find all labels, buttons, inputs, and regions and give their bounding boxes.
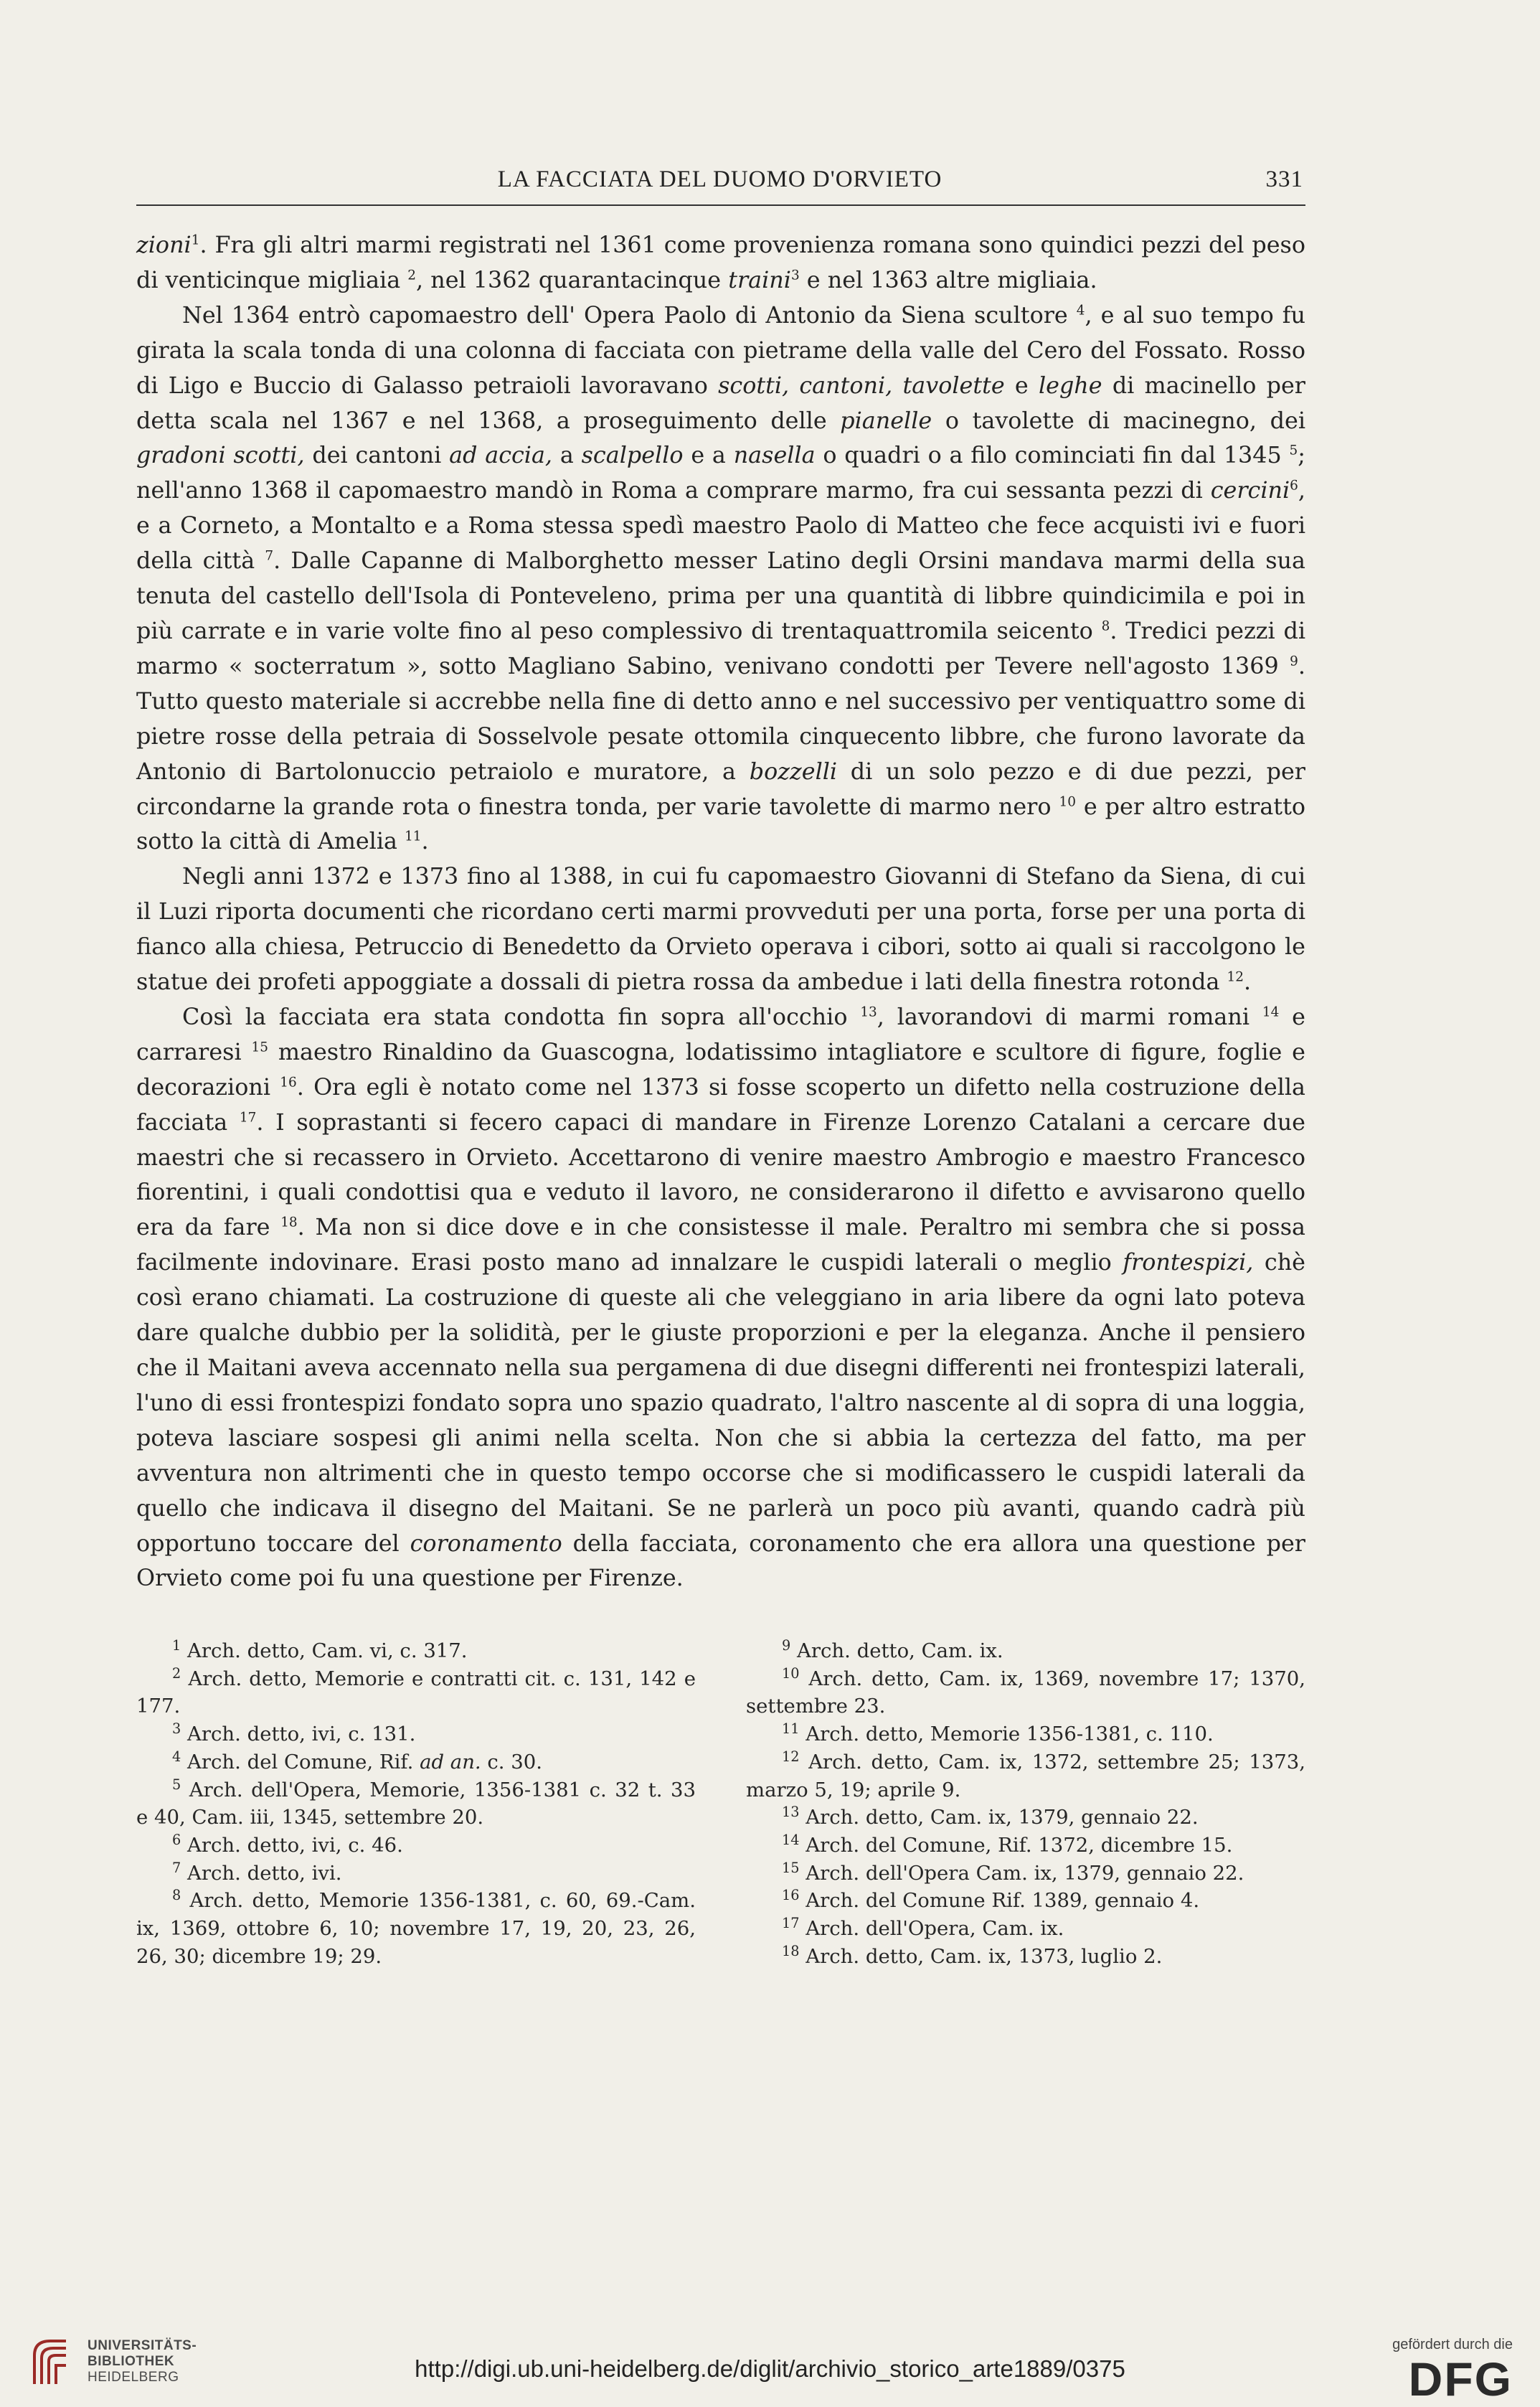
page-number: 331 [1265,166,1303,192]
footnotes-left-column [136,1637,696,1970]
footnote: $^6$ Arch. detto, ivi, c. 46. [172,1831,403,1857]
footnote: $^9$ Arch. detto, Cam. ix. [782,1636,1003,1662]
footnote: $^{14}$ Arch. del Comune, Rif. 1372, dicembre 15. [782,1831,1233,1857]
footnote: $^{17}$ Arch. dell'Opera, Cam. ix. [782,1914,1064,1941]
paragraph-3: Negli anni 1372 e 1373 fino al 1388, in cui fu capomaestro Giovanni di Stefano da Siena, di cui il Luzi riporta documenti che ricordano certi marmi provveduti per una porta, forse per una porta di fianco alla chiesa, Petruccio di Benedetto da Orvieto operava i cibori, sotto ai quali si raccolgono le statue dei profeti appoggiate a dossali di pietra rossa da ambedue i lati della finestra rotonda $^{12}$. [136,863,1305,996]
footnote: $^{16}$ Arch. del Comune Rif. 1389, gennaio 4. [782,1887,1200,1913]
library-name-line: BIBLIOTHEK [88,2354,175,2369]
running-head [136,166,1303,209]
paragraph-2: Nel 1364 entrò capomaestro dell' Opera Paolo di Antonio da Siena scultore $^4$, e al suo tempo fu girata la scala tonda di una colonna di facciata con pietrame della valle del Cero del Fossato. Rosso di Ligo e Buccio di Galasso petraioli lavoravano scotti, cantoni, tavolette e leghe di macinello per detta scala nel 1367 e nel 1368, a proseguimento delle pianelle o tavolette di macinegno, dei gradoni scotti, dei cantoni ad accia, a scalpello e a nasella o quadri o a filo cominciati fin dal 1345 $^5$; nell'anno 1368 il capomaestro mandò in Roma a comprare marmo, fra cui sessanta pezzi di cercini$^6$, e a Corneto, a Montalto e a Roma stessa spedì maestro Paolo di Matteo che fece acquisti ivi e fuori della città $^7$. Dalle Capanne di Malborghetto messer Latino degli Orsini mandava marmi della sua tenuta del castello dell'Isola di Ponteveleno, prima per una quantità di libbre quindicimila e poi in più carrate e in varie volte fino al peso complessivo di trentaquattromila seicento $^8$. Tredici pezzi di marmo « socterratum », sotto Magliano Sabino, venivano condotti per Tevere nell'agosto 1369 $^9$. Tutto questo materiale si accrebbe nella fine di detto anno e nel successivo per ventiquattro some di pietre rosse della petraia di Sosselvole pesate ottomila cinquecento libbre, che furono lavorate da Antonio di Bartolonuccio petraiolo e muratore, a bozzelli di un solo pezzo e di due pezzi, per circondarne la grande rota o finestra tonda, per varie tavolette di marmo nero $^{10}$ e per altro estratto sotto la città di Amelia $^{11}$. [136,301,1306,855]
running-title: LA FACCIATA DEL DUOMO D'ORVIETO [497,166,943,192]
footnote: $^2$ Arch. detto, Memorie e contratti cit. c. 131, 142 e 177. [136,1664,696,1718]
footnote: $^{15}$ Arch. dell'Opera Cam. ix, 1379, gennaio 22. [782,1859,1244,1885]
body-text [136,228,1305,1596]
footnote: $^{12}$ Arch. detto, Cam. ix, 1372, settembre 25; 1373, marzo 5, 19; aprile 9. [746,1748,1305,1801]
footnote: $^7$ Arch. detto, ivi. [172,1859,342,1885]
paragraph-4: Così la facciata era stata condotta fin sopra all'occhio $^{13}$, lavorandovi di marmi romani $^{14}$ e carraresi $^{15}$ maestro Rinaldino da Guascogna, lodatissimo intagliatore e scultore di figure, foglie e decorazioni $^{16}$. Ora egli è notato come nel 1373 si fosse scoperto un difetto nella costruzione della facciata $^{17}$. I soprastanti si fecero capaci di mandare in Firenze Lorenzo Catalani a cercare due maestri che si recassero in Orvieto. Accettarono di venire maestro Ambrogio e maestro Francesco fiorentini, i quali condottisi qua e veduto il lavoro, ne considerarono il difetto e avvisarono quello era da fare $^{18}$. Ma non si dice dove e in che consistesse il male. Peraltro mi sembra che si possa facilmente indovinare. Erasi posto mano ad innalzare le cuspidi laterali o meglio frontespizi, chè così erano chiamati. La costruzione di queste ali che veleggiano in aria libere da ogni lato poteva dare qualche dubbio per la solidità, per le giuste proporzioni e per la eleganza. Anche il pensiero che il Maitani aveva accennato nella sua pergamena di due disegni differenti nei frontespizi laterali, l'uno di essi frontespizi fondato sopra uno spazio quadrato, l'altro nascente al di sopra di una loggia, poteva lasciare sospesi gli animi nella scelta. Non che si abbia la certezza del fatto, ma per avventura non altrimenti che in questo tempo occorse che si modificassero le cuspidi laterali da quello che indicava il disegno del Maitani. Se ne parlerà un poco più avanti, quando cadrà più opportuno toccare del coronamento della facciata, coronamento che era allora una questione per Orvieto come poi fu una questione per Firenze. [136,1003,1306,1592]
footnote: $^{18}$ Arch. detto, Cam. ix, 1373, luglio 2. [782,1942,1163,1968]
footnote: $^{11}$ Arch. detto, Memorie 1356-1381, c. 110. [782,1720,1214,1746]
library-name-line: HEIDELBERG [88,2370,179,2385]
footnote: $^5$ Arch. dell'Opera, Memorie, 1356-1381 c. 32 t. 33 e 40, Cam. iii, 1345, settembre 20. [136,1776,696,1829]
footnotes-right-column [746,1637,1305,1970]
footnote: $^4$ Arch. del Comune, Rif. ad an. c. 30. [172,1748,543,1774]
footnote: $^1$ Arch. detto, Cam. vi, c. 317. [172,1636,468,1662]
footnote: $^{13}$ Arch. detto, Cam. ix, 1379, gennaio 22. [782,1804,1199,1829]
footnote: $^{10}$ Arch. detto, Cam. ix, 1369, novembre 17; 1370, settembre 23. [746,1664,1305,1718]
header-rule [136,204,1305,206]
funder-caption: gefördert durch die [1392,2337,1513,2352]
footnote: $^8$ Arch. detto, Memorie 1356-1381, c. 60, 69.-Cam. ix, 1369, ottobre 6, 10; novembre 17, 19, 20, 23, 26, 26, 30; dicembre 19; 29. [136,1887,696,1968]
library-name-line: UNIVERSITÄTS- [88,2338,197,2353]
permalink-url[interactable]: http://digi.ub.uni-heidelberg.de/diglit/archivio_storico_arte1889/0375 [415,2355,1125,2382]
paragraph-1: zioni$^1$. Fra gli altri marmi registrati nel 1361 come provenienza romana sono quindici pezzi del peso di venticinque migliaia $^2$, nel 1362 quarantacinque traini$^3$ e nel 1363 altre migliaia. [136,232,1305,293]
dfg-logo: DFG [1408,2352,1513,2406]
footnote: $^3$ Arch. detto, ivi, c. 131. [172,1720,416,1746]
digitization-footer [0,2278,1540,2407]
